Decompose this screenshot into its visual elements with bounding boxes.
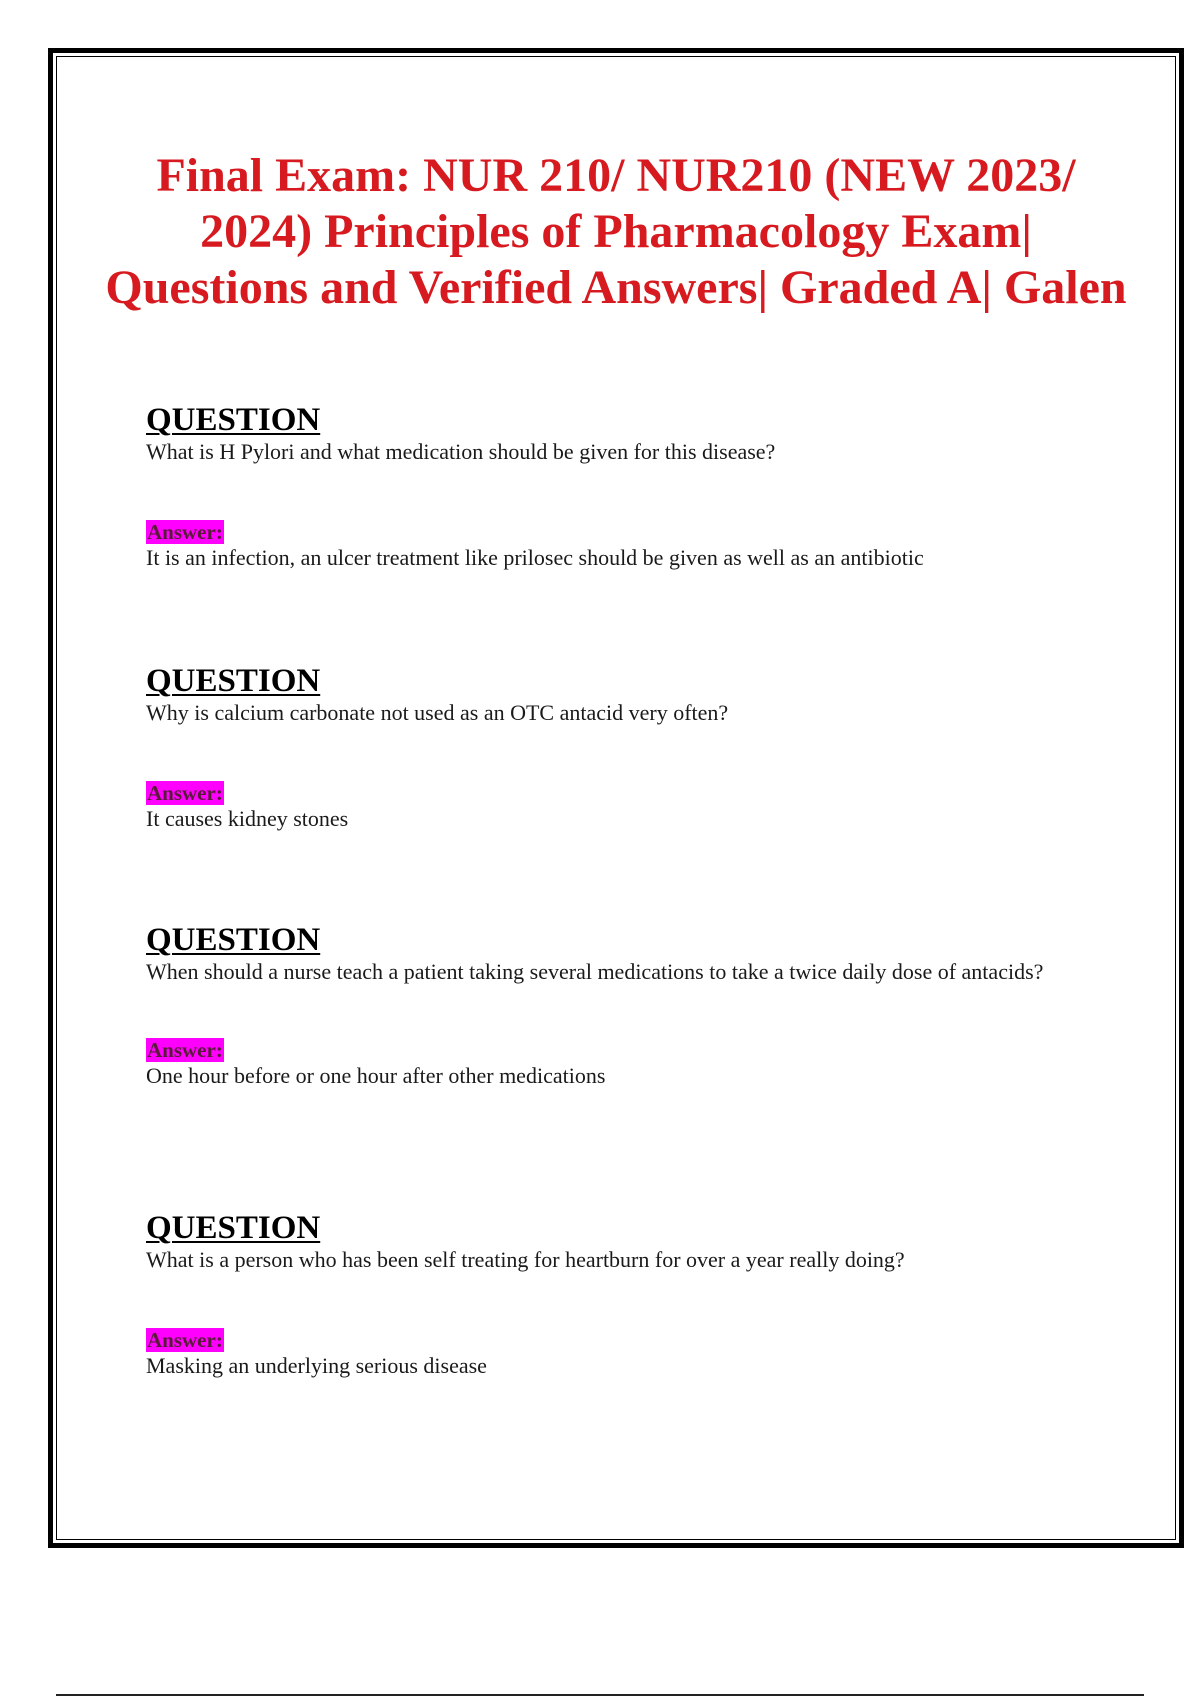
question-heading: QUESTION [146, 1210, 321, 1246]
qa-item [146, 402, 1106, 572]
qa-item [146, 922, 1106, 1090]
document-title: Final Exam: NUR 210/ NUR210 (NEW 2023/ 2024) Principles of Pharmacology Exam| Questions and Verified Answers| Graded A| Galen [105, 149, 1127, 314]
question-text: What is H Pylori and what medication should be given for this disease? [146, 439, 776, 464]
answer-label: Answer: [147, 1038, 223, 1062]
question-heading: QUESTION [146, 663, 321, 699]
question-text: What is a person who has been self treating for heartburn for over a year really doing? [146, 1247, 905, 1272]
question-heading: QUESTION [146, 922, 321, 958]
answer-text: It is an infection, an ulcer treatment like prilosec should be given as well as an antibiotic [146, 545, 924, 570]
answer-text: One hour before or one hour after other medications [146, 1063, 606, 1088]
answer-label: Answer: [147, 1328, 223, 1352]
answer-label: Answer: [147, 781, 223, 805]
question-text: Why is calcium carbonate not used as an OTC antacid very often? [146, 700, 729, 725]
qa-item [146, 663, 1106, 833]
question-text: When should a nurse teach a patient taking several medications to take a twice daily dose of antacids? [146, 959, 1044, 984]
answer-text: It causes kidney stones [146, 806, 349, 831]
answer-text: Masking an underlying serious disease [146, 1353, 487, 1378]
qa-item [146, 1210, 1106, 1380]
footer-rule [56, 1694, 1144, 1696]
question-heading: QUESTION [146, 402, 321, 438]
answer-label: Answer: [147, 520, 223, 544]
